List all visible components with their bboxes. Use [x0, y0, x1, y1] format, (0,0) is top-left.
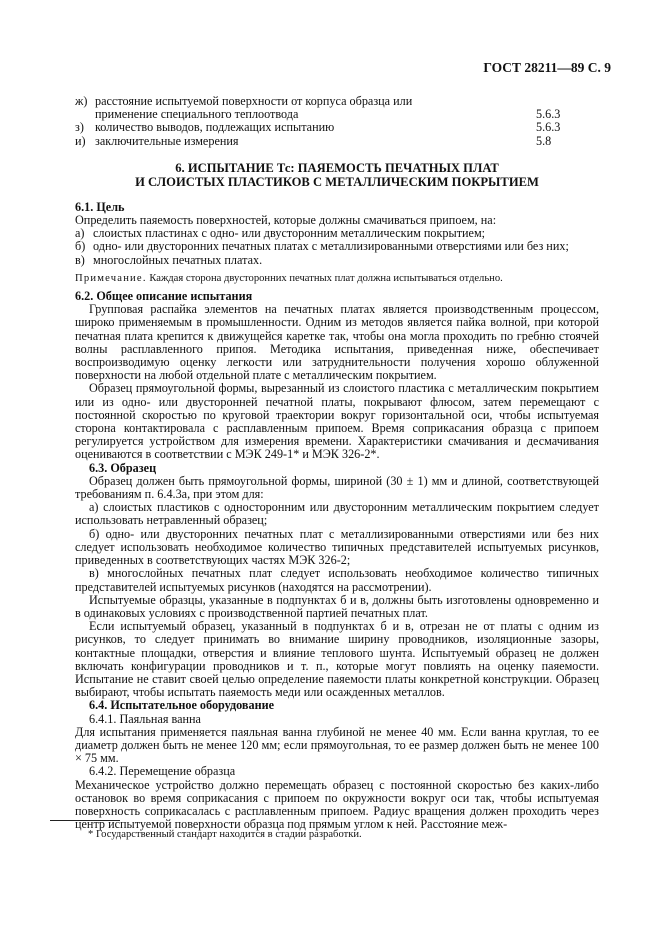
list-item: и) заключительные измерения 5.8 — [75, 133, 552, 148]
subsection-heading: 6.2. Общее описание испытания — [75, 289, 253, 304]
footnote-divider — [50, 820, 120, 821]
items-list — [75, 95, 599, 148]
subsection-heading: 6.4.1. Паяльная ванна — [89, 711, 201, 726]
list-item: б) одно- или двусторонних печатных платах с металлизированными отверстиями или без них; — [75, 239, 569, 254]
footnote: * Государственный стандарт находится в стадии разработки. — [88, 829, 362, 840]
list-item: а) слоистых пластинах с одно- или двусторонним металлическим покрытием; — [75, 226, 486, 241]
subsection-heading: 6.1. Цель — [75, 199, 125, 214]
paragraph: Групповая распайка элементов на печатных платах является производственным процессом, широко применяемым в промышленности. Одним из методов является пайка волной, при которой печатная плата крепится к движущейся каретке так, чтобы она могла проходить по гребню стоячей волны расплавленного припоя. Методика испытания, приведенная ниже, обеспечивает воспроизводимую оценку легкости или затруднительности получения хорошо облуженной поверхности на любой отдельной плате с металлическим покрытием. — [75, 302, 599, 383]
list-item: а) слоистых пластиков с односторонним или двусторонним металлическим покрытием следует использовать нетравленный образец; — [75, 500, 600, 528]
subsection-heading: 6.3. Образец — [89, 460, 157, 475]
list-item: ж) расстояние испытуемой поверхности от корпуса образца или применение специального теплоотвода 5.6.3 — [75, 94, 561, 122]
list-item: з) количество выводов, подлежащих испытанию 5.6.3 — [75, 120, 561, 135]
paragraph: Механическое устройство должно перемещать образец с постоянной скоростью без каких-либо остановок во время соприкасания с припоем по окружности вокруг оси так, чтобы испытуемая поверхность соприкасалась с расплавленным припоем. Радиус вращения должен проходить через центр испытуемой поверхности образца под прямым углом к ней. Расстояние меж- — [75, 777, 599, 832]
list-item: в) многослойных печатных плат следует использовать необходимое количество типичных представителей испытуемых рисунков (находятся на рассмотрении). — [75, 566, 599, 594]
document-body — [75, 95, 599, 831]
page-header: ГОСТ 28211—89 С. 9 — [483, 60, 611, 75]
note: Примечание. Каждая сторона двусторонних печатных плат должна испытываться отдельно. — [75, 272, 503, 284]
paragraph: Определить паяемость поверхностей, которые должны смачиваться припоем, на: — [75, 213, 497, 228]
subsection-heading: 6.4.2. Перемещение образца — [89, 764, 236, 779]
paragraph: Испытуемые образцы, указанные в подпунктах б и в, должны быть изготовлены одновременно и в одинаковых условиях с производственной партией печатных плат. — [75, 592, 599, 620]
list-item: в) многослойных печатных платах. — [75, 252, 263, 267]
section-title: 6. ИСПЫТАНИЕ Тс: ПАЯЕМОСТЬ ПЕЧАТНЫХ ПЛАТ И СЛОИСТЫХ ПЛАСТИКОВ С МЕТАЛЛИЧЕСКИМ ПОКРЫТИЕМ — [135, 160, 539, 189]
paragraph: Для испытания применяется паяльная ванна глубиной не менее 40 мм. Если ванна круглая, то ее диаметр должен быть не менее 120 мм; если прямоугольная, то ее размер должен быть не менее 100 × 75 мм. — [75, 724, 599, 766]
paragraph: Образец должен быть прямоугольной формы, шириной (30 ± 1) мм и длиной, соответствующей требованиям п. 6.4.3а, при этом для: — [75, 473, 599, 502]
paragraph: Образец прямоугольной формы, вырезанный из слоистого пластика с металлическим покрытием или из одно- или двусторонней печатной платы, покрывают флюсом, затем перемещают с постоянной скоростью по круговой траектории вокруг горизонтальной оси, чтобы испытуемая сторона контактировала с расплавленным припоем. Время соприкасания образца с припоем регулируется устройством для измерения времени. Характеристики смачивания и десмачивания оцениваются в соответствии с МЭК 249-1* и МЭК 326-2*. — [75, 381, 599, 462]
list-item: б) одно- или двусторонних печатных плат с металлизированными отверстиями или без них следует использовать необходимое количество типичных представителей испытуемых рисунков, приведенных в соответствующих частях МЭК 326-2; — [75, 526, 599, 568]
paragraph: Если испытуемый образец, указанный в подпунктах б и в, отрезан не от платы с одним из рисунков, то следует принимать во внимание ширину проводников, изоляционные зазоры, контактные площадки, отверстия и влияние теплового шунта. Испытуемый образец не должен включать конфигурации проводников и т. п., которые могут повлиять на оценку паяемости. Испытание не ставит своей целью определение паяемости платы конкретной конструкции. Образец выбирают, чтобы испытать паяемость меди или осажденных металлов. — [75, 619, 599, 700]
subsection-heading: 6.4. Испытательное оборудование — [89, 698, 275, 713]
